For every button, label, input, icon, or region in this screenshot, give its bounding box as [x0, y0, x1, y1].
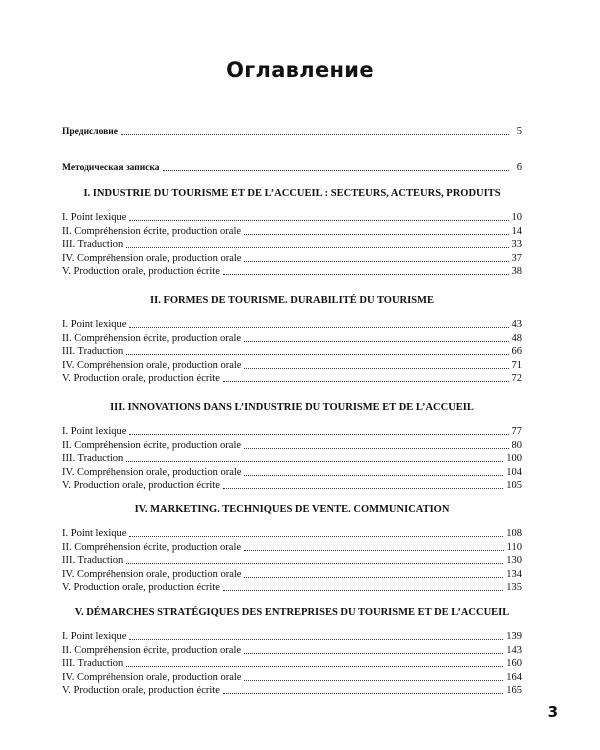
dot-leader: [244, 439, 508, 449]
dot-leader: [244, 671, 503, 681]
toc-entry-page: 5: [516, 126, 522, 137]
toc-entry: [62, 581, 522, 594]
toc-entry-page: 110: [506, 541, 522, 553]
dot-leader: [223, 479, 503, 489]
toc-entry-page: 80: [511, 439, 522, 451]
toc-entry: [62, 684, 522, 697]
toc-entry-page: 71: [511, 359, 522, 371]
dot-leader: [126, 554, 503, 564]
dot-leader: [223, 684, 503, 694]
dot-leader: [244, 225, 508, 235]
dot-leader: [244, 644, 503, 654]
section-heading: IV. MARKETING. TECHNIQUES DE VENTE. COMMUNICATION: [134, 504, 450, 515]
page-number: 3: [547, 703, 558, 721]
toc-entry-label: III. Traduction: [62, 453, 124, 465]
toc-entry-label: V. Production orale, production écrite: [62, 480, 220, 492]
toc-entry-page: 100: [506, 453, 522, 465]
dot-leader: [126, 345, 508, 355]
toc-entry-page: 43: [511, 319, 522, 330]
dot-leader: [244, 541, 504, 551]
toc-entry: [62, 225, 522, 238]
toc-entry-label: III. Traduction: [62, 239, 124, 251]
toc-entry-page: 48: [511, 332, 522, 344]
toc-entry: [62, 318, 522, 331]
dot-leader: [223, 265, 509, 275]
toc-entry-label: IV. Compréhension orale, production orale: [62, 671, 242, 683]
dot-leader: [223, 372, 509, 382]
dot-leader: [126, 657, 503, 667]
toc-entry-label: Предисловие: [62, 127, 118, 137]
toc-entry-page: 130: [506, 555, 522, 567]
toc-entry-page: 66: [511, 346, 522, 358]
toc-entry-page: 164: [506, 671, 522, 683]
toc-entry: [62, 452, 522, 465]
page-title: Оглавление: [226, 58, 374, 82]
toc-entry: [62, 345, 522, 358]
section-heading: V. DÉMARCHES STRATÉGIQUES DES ENTREPRISES DU TOURISME ET DE L’ACCUEIL: [74, 607, 510, 618]
toc-entry-label: IV. Compréhension orale, production orale: [62, 466, 242, 478]
toc-entry-label: V. Production orale, production écrite: [62, 685, 220, 697]
dot-leader: [244, 332, 508, 342]
toc-entry-page: 10: [511, 212, 522, 223]
toc-entry: [62, 238, 522, 251]
toc-entry-page: 139: [506, 631, 522, 642]
toc-entry-page: 135: [506, 582, 522, 594]
section-heading: II. FORMES DE TOURISME. DURABILITÉ DU TOURISME: [150, 295, 434, 306]
toc-entry-label: I. Point lexique: [62, 528, 127, 539]
toc-entry-label: V. Production orale, production écrite: [62, 373, 220, 385]
toc-entry: [62, 568, 522, 581]
toc-entry: [62, 671, 522, 684]
dot-leader: [129, 527, 503, 537]
toc-entry: [62, 527, 522, 540]
toc-entry-label: II. Compréhension écrite, production orale: [62, 332, 242, 344]
section-heading: III. INNOVATIONS DANS L’INDUSTRIE DU TOURISME ET DE L’ACCUEIL: [110, 402, 474, 413]
dot-leader: [126, 238, 508, 248]
toc-entry: [62, 425, 522, 438]
toc-entry: [62, 479, 522, 492]
toc-entry: [62, 644, 522, 657]
dot-leader: [163, 161, 509, 171]
toc-entry: [62, 554, 522, 567]
toc-entry-label: I. Point lexique: [62, 319, 127, 330]
toc-entry-page: 105: [506, 480, 522, 492]
toc-entry: [62, 252, 522, 265]
toc-entry-label: IV. Compréhension orale, production orale: [62, 359, 242, 371]
toc-entry: [62, 359, 522, 372]
toc-entry-page: 104: [506, 466, 522, 478]
toc-entry: [62, 332, 522, 345]
dot-leader: [223, 581, 503, 591]
toc-entry-page: 160: [506, 658, 522, 670]
toc-entry-page: 72: [511, 373, 522, 385]
dot-leader: [244, 252, 508, 262]
dot-leader: [129, 630, 503, 640]
toc-entry-label: III. Traduction: [62, 346, 124, 358]
toc-entry: [62, 439, 522, 452]
toc-entry-page: 37: [511, 252, 522, 264]
dot-leader: [129, 211, 508, 221]
toc-entry: [62, 466, 522, 479]
toc-entry-label: Методическая записка: [62, 163, 160, 173]
toc-entry-page: 134: [506, 568, 522, 580]
toc-entry-page: 6: [516, 162, 522, 173]
dot-leader: [129, 425, 508, 435]
toc-entry-page: 38: [511, 266, 522, 278]
toc-entry: [62, 265, 522, 278]
toc-entry-label: III. Traduction: [62, 555, 124, 567]
toc-entry-label: III. Traduction: [62, 658, 124, 670]
dot-leader: [126, 452, 503, 462]
toc-entry-label: II. Compréhension écrite, production orale: [62, 644, 242, 656]
dot-leader: [121, 125, 509, 135]
toc-entry: [62, 630, 522, 643]
dot-leader: [244, 466, 503, 476]
toc-entry-preface: [62, 125, 522, 139]
toc-entry-label: V. Production orale, production écrite: [62, 266, 220, 278]
toc-entry-label: II. Compréhension écrite, production orale: [62, 225, 242, 237]
toc-entry-label: II. Compréhension écrite, production orale: [62, 439, 242, 451]
toc-entry-label: I. Point lexique: [62, 631, 127, 642]
toc-entry-label: V. Production orale, production écrite: [62, 582, 220, 594]
toc-entry-label: II. Compréhension écrite, production orale: [62, 541, 242, 553]
section-heading: I. INDUSTRIE DU TOURISME ET DE L’ACCUEIL : SECTEURS, ACTEURS, PRODUITS: [83, 188, 501, 199]
toc-entry: [62, 657, 522, 670]
dot-leader: [244, 568, 503, 578]
toc-entry-methodology: [62, 161, 522, 175]
toc-entry-label: I. Point lexique: [62, 426, 127, 437]
toc-entry-label: I. Point lexique: [62, 212, 127, 223]
toc-entry-page: 14: [511, 225, 522, 237]
toc-entry: [62, 211, 522, 224]
toc-entry: [62, 372, 522, 385]
toc-entry-page: 33: [511, 239, 522, 251]
toc-entry: [62, 541, 522, 554]
toc-entry-page: 108: [506, 528, 522, 539]
toc-entry-page: 143: [506, 644, 522, 656]
toc-entry-page: 77: [511, 426, 522, 437]
dot-leader: [244, 359, 508, 369]
toc-entry-label: IV. Compréhension orale, production orale: [62, 568, 242, 580]
dot-leader: [129, 318, 508, 328]
toc-entry-label: IV. Compréhension orale, production orale: [62, 252, 242, 264]
toc-entry-page: 165: [506, 685, 522, 697]
